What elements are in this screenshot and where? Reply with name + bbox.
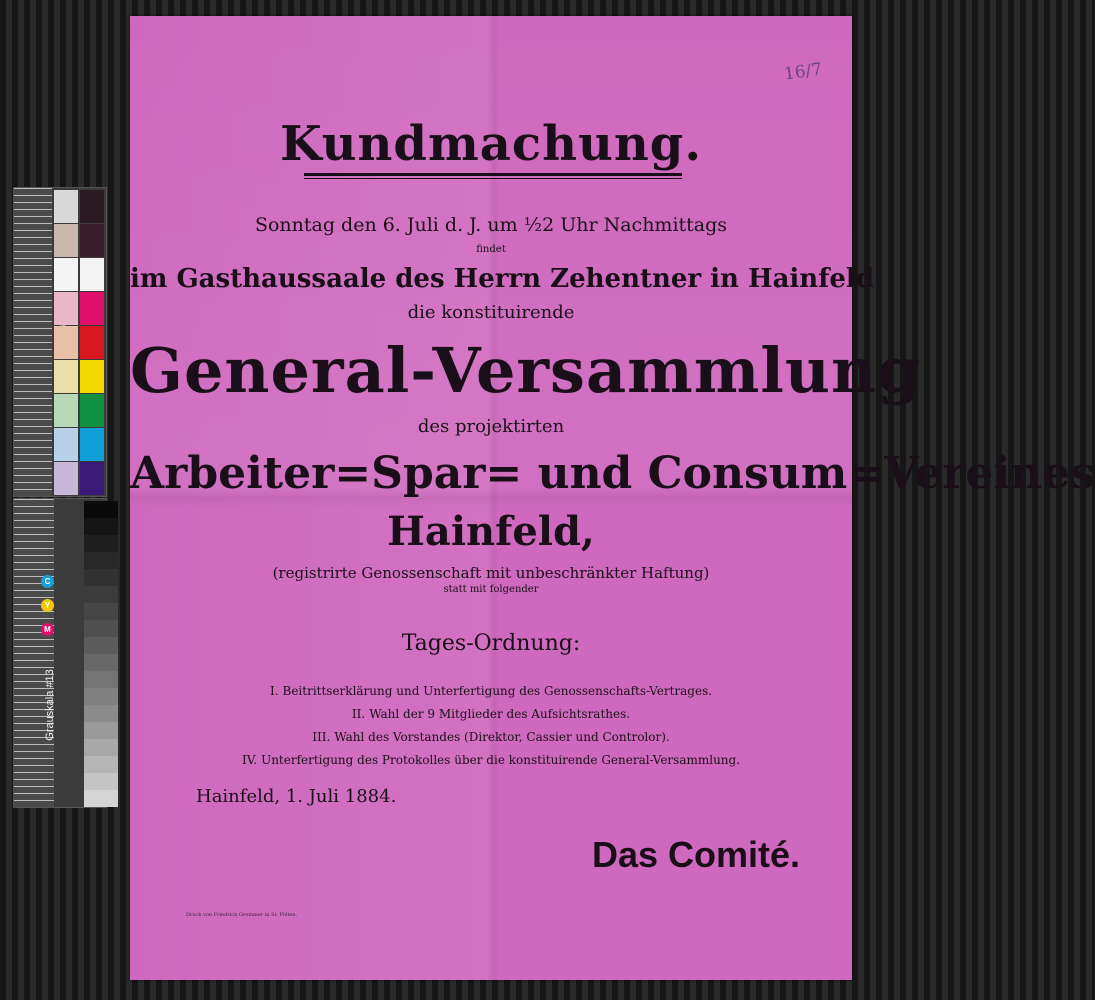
color-card-ruler <box>14 188 52 496</box>
venue-line: im Gasthaussaale des Herrn Zehentner in Hainfeld <box>130 264 874 294</box>
agenda-item-number: IV. <box>241 753 258 767</box>
grayscale-card-ruler <box>14 499 54 807</box>
cmy-dot: C <box>41 575 54 588</box>
title-rule-thin <box>304 178 682 179</box>
grayscale-step <box>84 552 118 569</box>
color-swatch <box>80 224 104 257</box>
cmy-dot: Y <box>41 599 54 612</box>
agenda-item-number: I. <box>269 684 279 698</box>
agenda-item <box>130 703 852 726</box>
date-time-line: Sonntag den 6. Juli d. J. um ½2 Uhr Nachmittags <box>254 214 728 236</box>
statt-line: statt mit folgender <box>443 584 539 595</box>
agenda-item <box>130 726 852 749</box>
cmy-dot: M <box>41 623 54 636</box>
grayscale-step <box>84 620 118 637</box>
color-swatch <box>80 258 104 291</box>
color-swatch <box>54 292 78 325</box>
signature-committee: Das Comité. <box>592 834 801 875</box>
agenda-item-number: III. <box>312 730 331 744</box>
grayscale-step <box>84 569 118 586</box>
color-swatch <box>80 462 104 495</box>
grayscale-step <box>84 501 118 518</box>
agenda-item-text: Wahl der 9 Mitglieder des Aufsichtsrathes. <box>369 707 631 721</box>
grayscale-step <box>84 586 118 603</box>
grayscale-calibration-card <box>13 498 107 808</box>
registration-note: (registrirte Genossenschaft mit unbeschränkter Haftung) <box>272 564 710 582</box>
grayscale-step <box>84 671 118 688</box>
color-swatch <box>80 428 104 461</box>
poster-title: Kundmachung. <box>279 116 703 172</box>
color-swatch <box>54 326 78 359</box>
printer-imprint: Druck von Friedrich Gremmer in St. Pölten. <box>186 912 298 918</box>
title-rule-thick <box>304 173 682 176</box>
folio-number: 16/7 <box>782 59 824 85</box>
grayscale-step <box>84 773 118 790</box>
grayscale-step <box>84 654 118 671</box>
color-swatch <box>54 394 78 427</box>
grayscale-step <box>84 603 118 620</box>
color-swatch <box>54 360 78 393</box>
grayscale-step <box>84 756 118 773</box>
color-swatch <box>80 190 104 223</box>
agenda-item <box>130 680 852 703</box>
color-calibration-card <box>13 187 107 497</box>
grayscale-step <box>84 722 118 739</box>
color-swatch <box>54 190 78 223</box>
color-swatch <box>54 462 78 495</box>
agenda-item-text: Beitrittserklärung und Unterfertigung des Genossenschafts-Vertrages. <box>282 684 713 698</box>
color-swatch <box>54 224 78 257</box>
color-swatch <box>80 326 104 359</box>
grayscale-step <box>84 705 118 722</box>
place-date-line: Hainfeld, 1. Juli 1884. <box>196 786 397 807</box>
color-swatch <box>54 428 78 461</box>
agenda-item-text: Wahl des Vorstandes (Direktor, Cassier und Controlor). <box>334 730 670 744</box>
color-swatch <box>80 360 104 393</box>
association-name: Arbeiter=Spar= und Consum=Vereines <box>130 448 1095 499</box>
konstituirende-line: die konstituirende <box>407 302 575 323</box>
color-swatch <box>80 292 104 325</box>
grayscale-step <box>84 518 118 535</box>
announcement-poster <box>130 16 1095 980</box>
grayscale-step <box>84 790 118 807</box>
grayscale-step <box>84 637 118 654</box>
color-swatch <box>80 394 104 427</box>
grayscale-step <box>84 739 118 756</box>
findet-line: findet <box>476 244 506 255</box>
general-versammlung-heading: General-Versammlung <box>130 334 922 407</box>
agenda-heading: Tages-Ordnung: <box>401 631 581 656</box>
agenda-item-text: Unterfertigung des Protokolles über die konstituirende General-Versammlung. <box>261 753 741 767</box>
color-swatch <box>54 258 78 291</box>
agenda-item-number: II. <box>351 707 366 721</box>
grayscale-card-label: Grauskala #13 <box>43 669 56 741</box>
agenda-list <box>130 680 852 772</box>
grayscale-step <box>84 688 118 705</box>
grayscale-step <box>84 535 118 552</box>
des-projektirten-line: des projektirten <box>417 416 565 437</box>
town-name: Hainfeld, <box>387 508 595 555</box>
agenda-item <box>130 749 852 772</box>
